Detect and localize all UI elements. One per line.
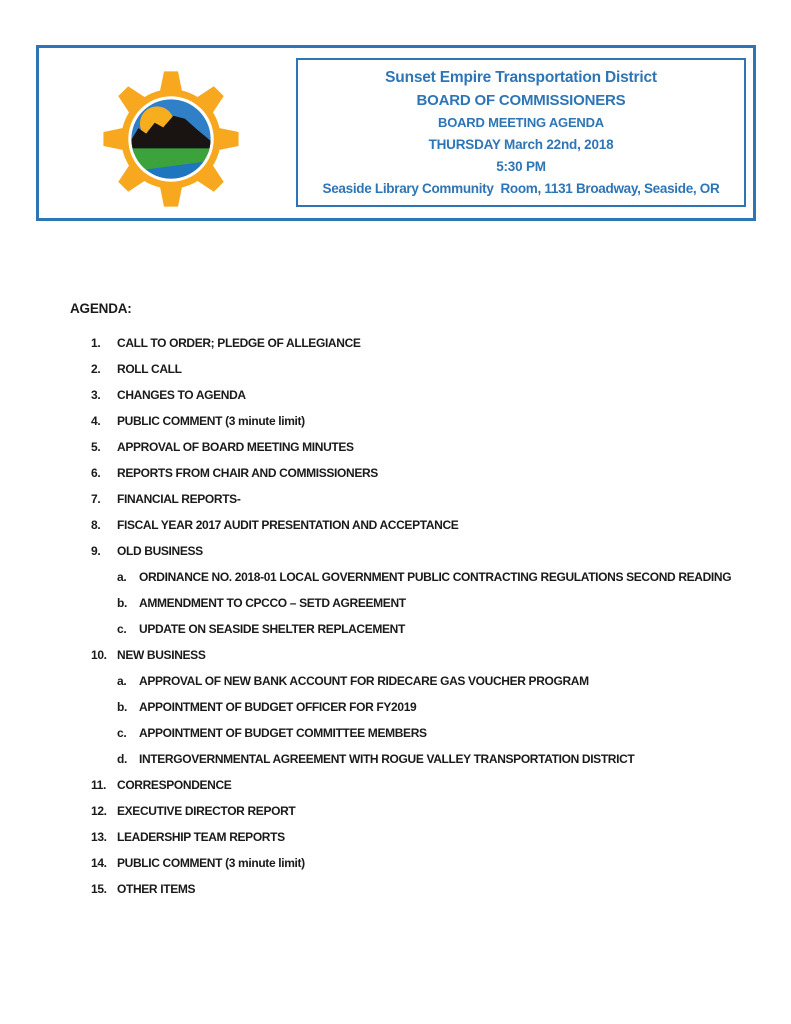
item-number: a. (117, 570, 127, 584)
agenda-subitem (70, 746, 770, 772)
agenda-subitem (70, 668, 770, 694)
item-text: INTERGOVERNMENTAL AGREEMENT WITH ROGUE VALLEY TRANSPORTATION DISTRICT (139, 752, 635, 766)
agenda-subitem (70, 564, 770, 590)
item-text: APPROVAL OF NEW BANK ACCOUNT FOR RIDECARE GAS VOUCHER PROGRAM (139, 674, 589, 688)
header-box (36, 45, 756, 221)
item-number: 2. (91, 362, 101, 376)
item-text: ROLL CALL (117, 362, 182, 376)
item-number: b. (117, 596, 127, 610)
agenda-item (70, 798, 770, 824)
item-number: 14. (91, 856, 107, 870)
item-number: c. (117, 622, 127, 636)
doc-title: BOARD MEETING AGENDA (438, 115, 604, 130)
item-number: 3. (91, 388, 101, 402)
agenda-subitem (70, 590, 770, 616)
item-text: CHANGES TO AGENDA (117, 388, 246, 402)
board-title: BOARD OF COMMISSIONERS (416, 92, 626, 109)
item-text: FISCAL YEAR 2017 AUDIT PRESENTATION AND ACCEPTANCE (117, 518, 459, 532)
item-text: APPROVAL OF BOARD MEETING MINUTES (117, 440, 354, 454)
item-number: 13. (91, 830, 107, 844)
item-number: c. (117, 726, 127, 740)
agenda-item (70, 382, 770, 408)
item-number: 10. (91, 648, 107, 662)
item-number: 4. (91, 414, 101, 428)
item-number: 12. (91, 804, 107, 818)
gear-landscape-logo-icon (98, 66, 244, 212)
item-number: 9. (91, 544, 101, 558)
item-text: PUBLIC COMMENT (3 minute limit) (117, 856, 305, 870)
item-text: PUBLIC COMMENT (3 minute limit) (117, 414, 305, 428)
item-number: 5. (91, 440, 101, 454)
item-text: EXECUTIVE DIRECTOR REPORT (117, 804, 296, 818)
agenda-subitem (70, 694, 770, 720)
agenda-subitem (70, 720, 770, 746)
item-number: 1. (91, 336, 101, 350)
agenda-item (70, 876, 770, 902)
item-number: 15. (91, 882, 107, 896)
agenda-item (70, 772, 770, 798)
agenda-item (70, 512, 770, 538)
item-text: REPORTS FROM CHAIR AND COMMISSIONERS (117, 466, 378, 480)
item-text: LEADERSHIP TEAM REPORTS (117, 830, 285, 844)
agenda-item (70, 642, 770, 668)
item-text: FINANCIAL REPORTS- (117, 492, 241, 506)
item-text: AMMENDMENT TO CPCCO – SETD AGREEMENT (139, 596, 406, 610)
item-number: 7. (91, 492, 101, 506)
header-text-box (296, 58, 746, 207)
item-number: 8. (91, 518, 101, 532)
agenda-item (70, 434, 770, 460)
item-number: 11. (91, 778, 106, 792)
item-text: APPOINTMENT OF BUDGET COMMITTEE MEMBERS (139, 726, 427, 740)
agenda-list (70, 330, 770, 902)
item-text: UPDATE ON SEASIDE SHELTER REPLACEMENT (139, 622, 405, 636)
item-text: OTHER ITEMS (117, 882, 196, 896)
meeting-date: THURSDAY March 22nd, 2018 (428, 137, 614, 152)
item-number: a. (117, 674, 127, 688)
agenda-item (70, 538, 770, 564)
agenda-item (70, 460, 770, 486)
item-text: APPOINTMENT OF BUDGET OFFICER FOR FY2019 (139, 700, 417, 714)
item-text: CALL TO ORDER; PLEDGE OF ALLEGIANCE (117, 336, 361, 350)
agenda-item (70, 486, 770, 512)
agenda-subitem (70, 616, 770, 642)
agenda-item (70, 850, 770, 876)
item-number: d. (117, 752, 127, 766)
agenda-item (70, 356, 770, 382)
org-name: Sunset Empire Transportation District (385, 69, 657, 86)
item-text: OLD BUSINESS (117, 544, 203, 558)
meeting-location: Seaside Library Community Room, 1131 Broadway, Seaside, OR (322, 181, 720, 196)
agenda-item (70, 408, 770, 434)
item-number: b. (117, 700, 127, 714)
item-text: ORDINANCE NO. 2018-01 LOCAL GOVERNMENT PUBLIC CONTRACTING REGULATIONS SECOND READING (139, 570, 732, 584)
agenda-heading: AGENDA: (70, 301, 132, 316)
item-text: CORRESPONDENCE (117, 778, 232, 792)
item-number: 6. (91, 466, 101, 480)
agenda-item (70, 330, 770, 356)
meeting-time: 5:30 PM (496, 159, 546, 174)
agenda-item (70, 824, 770, 850)
item-text: NEW BUSINESS (117, 648, 206, 662)
